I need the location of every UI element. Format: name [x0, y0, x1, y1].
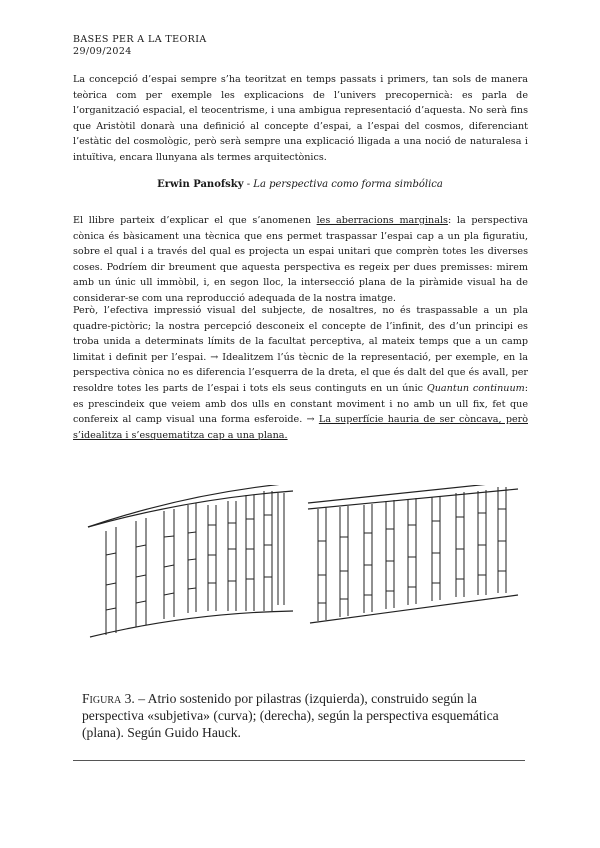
- section-work: La perspectiva como forma simbólica: [253, 179, 443, 190]
- figure-label: Figura 3.: [82, 691, 135, 706]
- p3-text-a: Però, l’efectiva impressió visual del subjecte, de nosaltres, no és traspassable a un pla quadre-pictòric; la nostra percepció desconeix el concepte de l’infinit, des d’un principi es troba unida a determinats límits de la facultat perceptiva, al mateix temps que a un camp limitat i definit per l’espai. → Idealitzem l’ús tècnic de la representació, per exemple, en la perspectiva cònica no es diferencia l’esquerra de la dreta, el que és dalt del que és avall, per resoldre totes les parts de l’espai i tots els seus continguts en un únic: [73, 305, 528, 394]
- header-date: 29/09/2024: [73, 46, 132, 57]
- section-title: [0, 179, 600, 190]
- p3-italic: Quantun continuum: [426, 382, 525, 394]
- p3-text-b: : es prescindeix que veiem amb dos ulls en constant moviment i no amb un ull fix, fet que confereix al camp visual una forma esferoide. →: [73, 382, 528, 426]
- paragraph-perception: [73, 303, 528, 443]
- header-title: BASES PER A LA TEORIA: [73, 34, 207, 45]
- p3-underlined: La superfície hauria de ser còncava, però s’idealitza i s’esquematitza cap a una plana.: [73, 414, 528, 441]
- footer-divider: [73, 760, 525, 761]
- paragraph-aberrations: [73, 213, 528, 307]
- figure-caption: [82, 690, 522, 741]
- left-curved-atrium: [88, 485, 293, 637]
- intro-paragraph: La concepció d’espai sempre s’ha teoritzat en temps passats i primers, tan sols de manera teòrica com per exemple les explicacions de l’univers precopernicà: es parla de l’organització espacial, el teocentrisme, i una ambigua representació d’aquesta. No serà fins que Aristòtil donarà una definició al concepte d’espai, a l’espai del cosmos, diferenciant l’estàtic del cosmològic, però serà sempre una explicació lligada a una noció de naturalesa i intuïtiva, encara llunyana als termes arquitectònics.: [73, 74, 528, 163]
- section-author: Erwin Panofsky: [157, 179, 244, 190]
- p2-underlined: les aberracions marginals: [316, 215, 448, 226]
- page-header: [73, 34, 207, 58]
- right-flat-atrium: [308, 485, 518, 623]
- p2-text-b: : la perspectiva cònica és bàsicament una tècnica que ens permet traspassar l’espai cap a un pla figuratiu, sobre el qual i a través del qual es projecta un espai unitari que comprèn totes les diverses coses. Podríem dir breument que aquesta perspectiva es regeix per dues premisses: mirem amb un únic ull immòbil, i, en segon lloc, la intersecció plana de la piràmide visual ha de considerar-se com una reproducció adequada de la nostra imatge.: [73, 215, 528, 304]
- section-separator: -: [243, 179, 254, 190]
- p2-text-a: El llibre parteix d’explicar el que s’anomenen: [73, 215, 317, 226]
- figure-caption-text: – Atrio sostenido por pilastras (izquierda), construido según la perspectiva «subjetiva» (curva); (derecha), según la perspectiva esquemática (plana). Según Guido Hauck.: [82, 691, 499, 740]
